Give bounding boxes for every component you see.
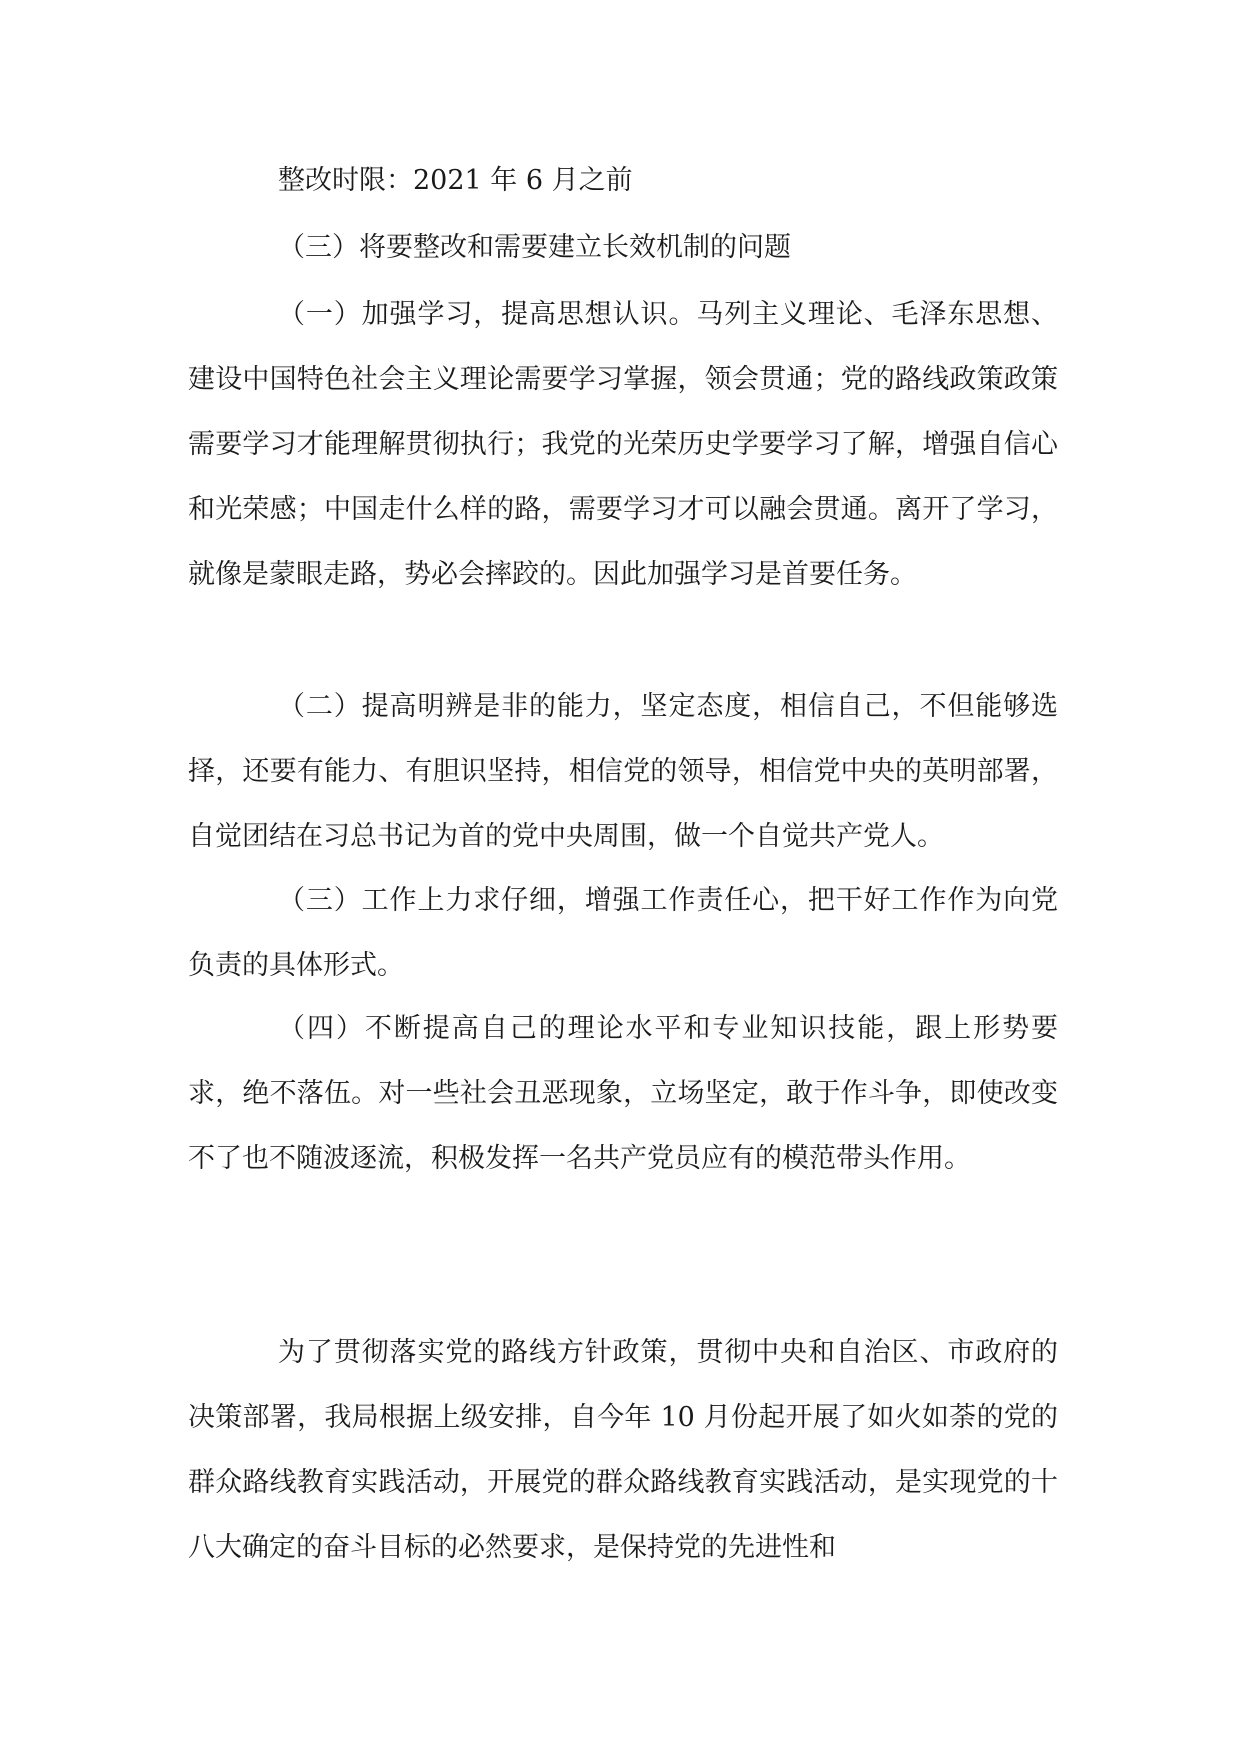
section-heading-three: （三）将要整改和需要建立长效机制的问题 — [278, 232, 791, 263]
rectification-deadline: 整改时限：2021 年 6 月之前 — [278, 165, 633, 196]
new-section-paragraph: 为了贯彻落实党的路线方针政策，贯彻中央和自治区、市政府的决策部署，我局根据上级安排，自今年 10 月份起开展了如火如荼的党的群众路线教育实践活动，开展党的群众路线教育实践活动，是实现党的十八大确定的奋斗目标的必然要求，是保持党的先进性和 — [188, 1337, 1058, 1563]
item-two-paragraph: （二）提高明辨是非的能力，坚定态度，相信自己，不但能够选择，还要有能力、有胆识坚持，相信党的领导，相信党中央的英明部署，自觉团结在习总书记为首的党中央周围，做一个自觉共产党人。 — [188, 691, 1058, 852]
item-four-paragraph: （四）不断提高自己的理论水平和专业知识技能，跟上形势要求，绝不落伍。对一些社会丑恶现象，立场坚定，敢于作斗争，即使改变不了也不随波逐流，积极发挥一名共产党员应有的模范带头作用。 — [188, 1013, 1058, 1174]
item-one-paragraph: （一）加强学习，提高思想认识。马列主义理论、毛泽东思想、建设中国特色社会主义理论需要学习掌握，领会贯通；党的路线政策政策需要学习才能理解贯彻执行；我党的光荣历史学要学习了解，增强自信心和光荣感；中国走什么样的路，需要学习才可以融会贯通。离开了学习，就像是蒙眼走路，势必会摔跤的。因此加强学习是首要任务。 — [188, 299, 1058, 590]
item-three-paragraph: （三）工作上力求仔细，增强工作责任心，把干好工作作为向党负责的具体形式。 — [188, 885, 1058, 981]
